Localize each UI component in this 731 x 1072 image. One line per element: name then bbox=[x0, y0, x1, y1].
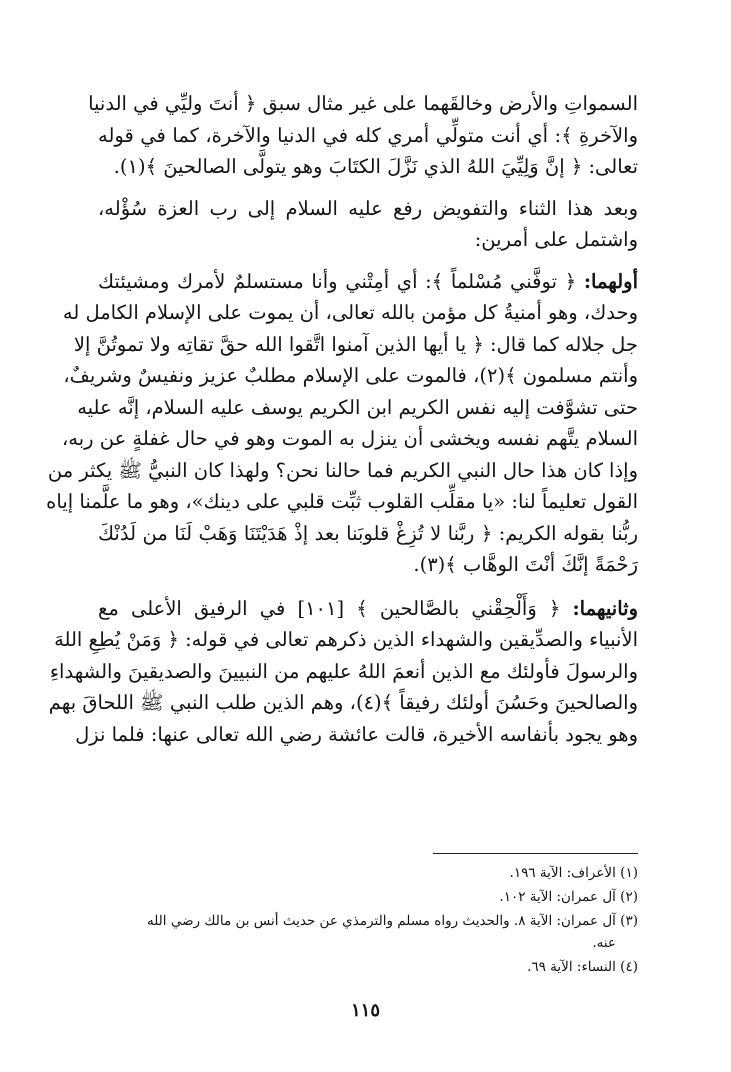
paragraph-3 bbox=[46, 266, 638, 581]
text-line bbox=[98, 593, 638, 625]
footnote-text: (١) الأعراف: الآية ١٩٦. bbox=[509, 865, 638, 881]
text-line: وأنتم مسلمون ﴾(٢)، فالموت على الإسلام مطلبٌ عزيز ونفيسٌ وشريفٌ، bbox=[63, 364, 638, 387]
text-line: ربُّنا بقوله الكريم: ﴿ ربَّنا لا تُزِغْ قلوبَنا بعد إذْ هَدَيْتَنَا وَهَبْ لَنَا من لَدُنْكَ bbox=[98, 521, 638, 545]
footnote-continuation: عنه. bbox=[592, 935, 616, 951]
text-line: حتى تشوَّفت إليه نفس الكريم ابن الكريم يوسف عليه السلام، إنَّه عليه bbox=[77, 395, 638, 419]
footnote-item bbox=[98, 956, 638, 978]
text-line: والرسولَ فأولئك مع الذين أنعمَ اللهُ عليهم من النبيينَ والصديقينَ والشهداءِ bbox=[49, 659, 638, 683]
footnote-item bbox=[98, 910, 638, 954]
paragraph-lead: وثانيهما: bbox=[572, 596, 638, 620]
text-line: السلام يتَّهم نفسه ويخشى أن ينزل به الموت وهو في حال غفلةٍ عن ربه، bbox=[61, 427, 638, 450]
footnote-text: (٢) آل عمران: الآية ١٠٢. bbox=[499, 889, 638, 905]
page-body bbox=[46, 88, 638, 750]
text-line: القول تعليماً لنا: «يا مقلِّب القلوب ثبِّت قلبي على دينك»، وهو ما علَّمنا إياه bbox=[46, 490, 638, 513]
text-line: والآخرةِ ﴾: أي أنت متولِّي أمري كله في الدنيا والآخرة، كما في قوله bbox=[98, 123, 638, 147]
paragraph-2 bbox=[98, 193, 638, 256]
text-line: السمواتِ والأرض وخالقَهما على غير مثال سبق ﴿ أنتَ وليِّي في الدنيا bbox=[88, 92, 638, 115]
text-line: واشتمل على أمرين: bbox=[474, 228, 638, 251]
paragraph-lead: أولهما: bbox=[583, 269, 638, 293]
footnote-text: (٤) النساء: الآية ٦٩. bbox=[527, 959, 638, 975]
text-line: وهو يجود بأنفاسه الأخيرة، قالت عائشة رضي الله تعالى عنها: فلما نزل bbox=[75, 722, 638, 746]
footnote-divider bbox=[433, 853, 638, 854]
text-run: ﴿ وَأَلْحِقْني بالصَّالحين ﴾ [١٠١] في الرفيق الأعلى مع bbox=[98, 596, 573, 620]
text-run: ﴿ توفَّني مُسْلماً ﴾: أي أمِتْني وأنا مستسلمٌ لأمرك ومشيئتك bbox=[98, 269, 584, 293]
paragraph-1 bbox=[88, 88, 638, 183]
text-line: والصالحينَ وحَسُنَ أولئك رفيقاً ﴾(٤)، وهم الذين طلب النبي ﷺ اللحاقَ بهم bbox=[48, 691, 638, 714]
text-line: رَحْمَةً إنَّكَ أنْتَ الوهَّاب ﴾(٣). bbox=[413, 553, 638, 576]
text-line: جل جلاله كما قال: ﴿ يا أيها الذين آمنوا اتَّقوا الله حقَّ تقاتِه ولا تموتُنَّ إلا bbox=[73, 332, 638, 356]
text-line: الأنبياء والصدِّيقين والشهداء الذين ذكرهم تعالى في قوله: ﴿ وَمَنْ يُطِعِ اللهَ bbox=[54, 628, 638, 651]
text-line: وبعد هذا الثناء والتفويض رفع عليه السلام إلى رب العزة سُؤْله، bbox=[98, 196, 638, 220]
page-number: ١١٥ bbox=[350, 1000, 380, 1021]
footnote-item bbox=[98, 862, 638, 884]
text-line bbox=[98, 266, 638, 298]
footnote-text: (٣) آل عمران: الآية ٨. والحديث رواه مسلم والترمذي عن حديث أنس بن مالك رضي الله bbox=[146, 913, 638, 929]
footnotes bbox=[98, 862, 638, 980]
footnote-item bbox=[98, 886, 638, 908]
text-line: وإذا كان هذا حال النبي الكريم فما حالنا نحن؟ ولهذا كان النبيُّ ﷺ يكثر من bbox=[47, 458, 638, 482]
text-line: تعالى: ﴿ إنَّ وَلِيِّيَ اللهُ الذي نَزَّلَ الكتَابَ وهو يتولَّى الصالحينَ ﴾(١). bbox=[113, 155, 638, 178]
paragraph-4 bbox=[48, 593, 638, 751]
text-line: وحدك، وهو أمنيةُ كل مؤمن بالله تعالى، أن يموت على الإسلام الكامل له bbox=[62, 301, 638, 324]
